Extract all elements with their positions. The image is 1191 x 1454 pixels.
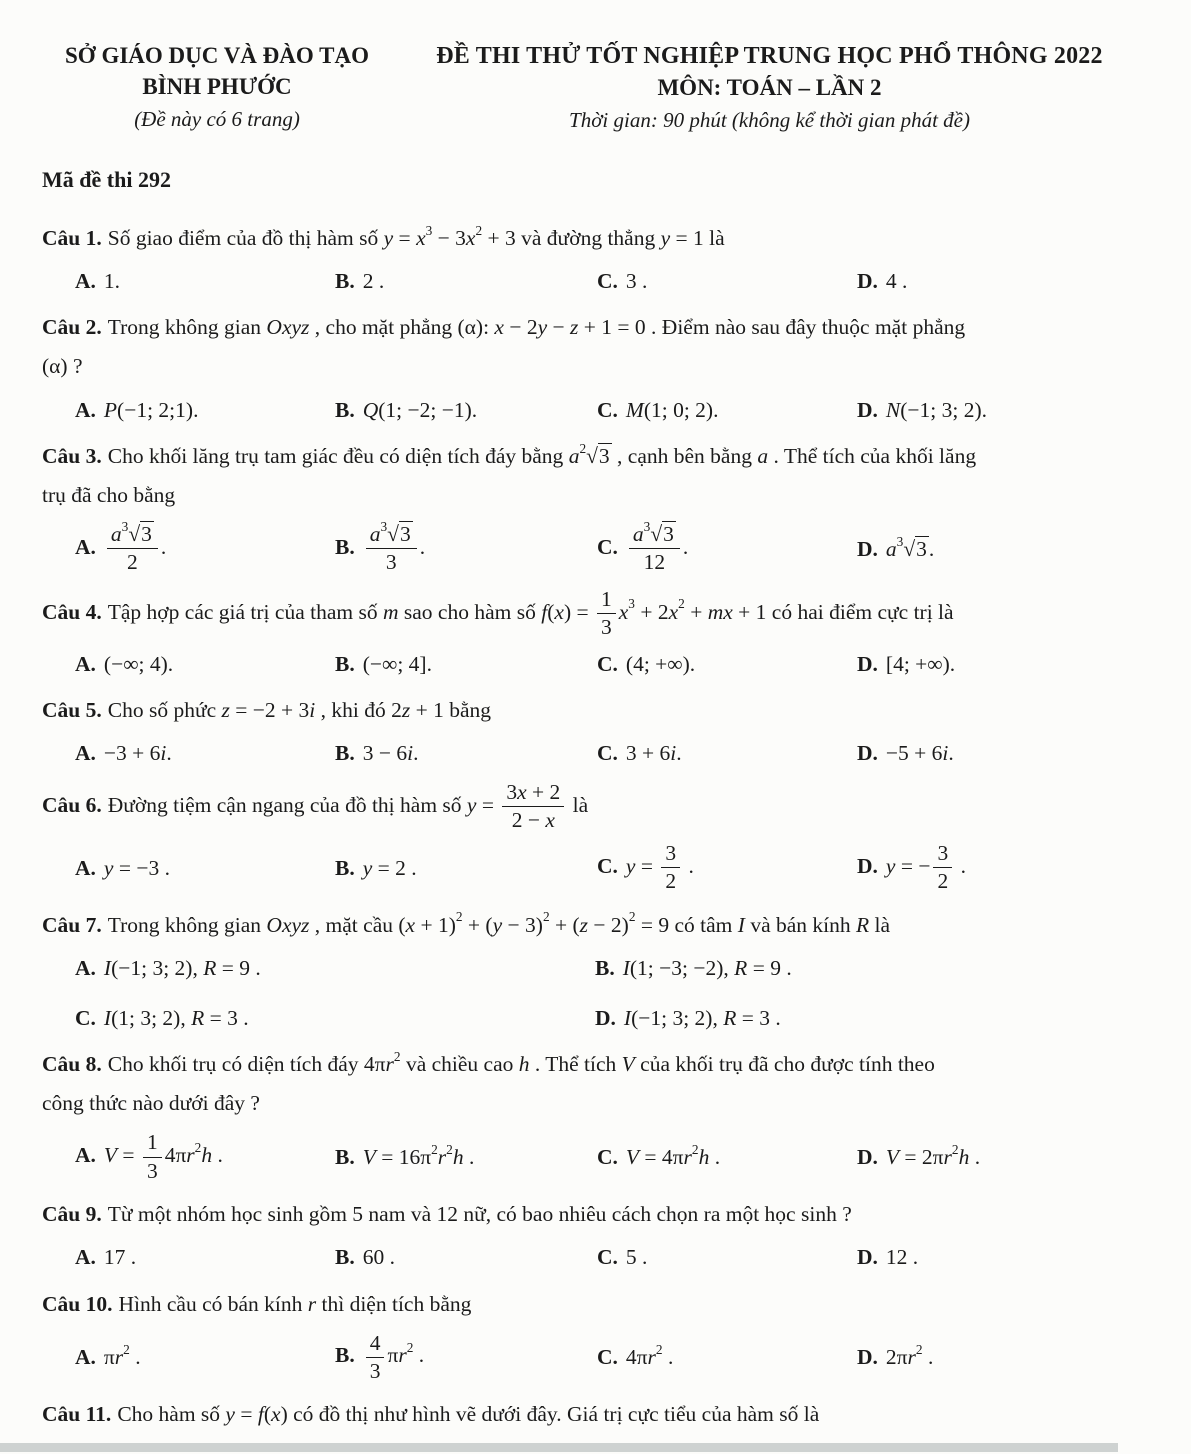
options	[42, 737, 1147, 769]
option-text: $\frac{4}{3}$ $\pi r^2$ .	[363, 1343, 424, 1367]
issuer-block	[42, 40, 392, 136]
question-4	[42, 587, 1147, 680]
option-5-C	[597, 737, 857, 769]
options	[42, 518, 1147, 576]
option-text: Q(1; −2; −1).	[362, 397, 478, 422]
option-key: C.	[597, 1245, 618, 1270]
option-3-C	[597, 518, 857, 576]
question-statement: Trong không gian Oxyz , cho mặt phẳng (α): x − 2y − z + 1 = 0 . Điểm nào sau đây thuộc mặt phẳng (α) ?	[42, 315, 966, 379]
option-key: A.	[75, 955, 96, 980]
question-label: Câu 9.	[42, 1202, 102, 1227]
option-key: B.	[335, 269, 355, 294]
option-3-D	[857, 533, 1147, 565]
option-key: D.	[595, 1005, 616, 1030]
options	[42, 1331, 1147, 1385]
option-1-A	[75, 265, 335, 297]
option-9-A	[75, 1241, 335, 1273]
option-text: $a^3√3$.	[885, 533, 935, 561]
scan-edge-artifact	[0, 1443, 1118, 1452]
question-10	[42, 1285, 1147, 1385]
option-text: −5 + 6i.	[885, 740, 954, 765]
option-text: I(1; −3; −2), R = 9 .	[622, 955, 792, 980]
option-key: B.	[335, 1245, 355, 1270]
question-statement: Trong không gian Oxyz , mặt cầu $(x + 1)^2 + (y - 3)^2 + (z - 2)^2 = 9$ có tâm I và bán kính R là	[107, 909, 891, 937]
question-11	[42, 1395, 1147, 1434]
option-5-D	[857, 737, 1147, 769]
option-key: D.	[857, 269, 878, 294]
option-text: 60 .	[362, 1245, 395, 1270]
option-9-C	[597, 1241, 857, 1273]
question-statement: Hình cầu có bán kính r thì diện tích bằng	[118, 1291, 472, 1316]
option-4-B	[335, 648, 597, 680]
option-key: A.	[75, 1345, 96, 1370]
option-9-D	[857, 1241, 1147, 1273]
issuer-note: (Đề này có 6 trang)	[134, 107, 300, 132]
question-label: Câu 1.	[42, 225, 102, 250]
question-label: Câu 3.	[42, 443, 102, 468]
option-key: D.	[857, 1345, 878, 1370]
option-text: 3 − 6i.	[362, 740, 419, 765]
question-label: Câu 10.	[42, 1291, 113, 1316]
question-text-row	[42, 780, 1147, 834]
option-10-A	[75, 1341, 335, 1373]
option-key: C.	[75, 1005, 96, 1030]
option-key: B.	[335, 1343, 355, 1368]
option-key: D.	[857, 651, 878, 676]
option-key: D.	[857, 397, 878, 422]
option-key: D.	[857, 1245, 878, 1270]
question-statement: Cho khối lăng trụ tam giác đều có diện tích đáy bằng $a^2√3$ , cạnh bên bằng a . Thể tích của khối lăng trụ đã cho bằng	[42, 440, 977, 507]
option-text: $V = 4\pi r^2h$ .	[625, 1142, 721, 1170]
exam-duration: Thời gian: 90 phút (không kể thời gian phát đề)	[569, 108, 970, 133]
options	[42, 1130, 1147, 1184]
option-text: $V = 16\pi^2r^2h$ .	[362, 1142, 475, 1170]
options	[42, 952, 1147, 1035]
option-8-D	[857, 1141, 1147, 1173]
option-key: B.	[595, 955, 615, 980]
question-text-row	[42, 1195, 1147, 1234]
option-text: I(1; 3; 2), R = 3 .	[103, 1005, 249, 1030]
question-statement: Tập hợp các giá trị của tham số m sao cho hàm số f(x) = $\frac{1}{3}$ $x^3 + 2x^2$ + mx + 1 có hai điểm cực trị là	[107, 586, 954, 640]
question-statement: Cho số phức z = −2 + 3i , khi đó 2z + 1 bằng	[107, 697, 492, 722]
option-7-C	[75, 1002, 595, 1034]
option-key: A.	[75, 1143, 96, 1168]
option-text: $\frac{a^3√3}{12}$ .	[626, 535, 688, 559]
option-10-D	[857, 1341, 1147, 1373]
question-label: Câu 8.	[42, 1052, 102, 1077]
question-9	[42, 1195, 1147, 1273]
exam-code: Mã đề thi 292	[42, 166, 171, 192]
question-text-row	[42, 308, 1147, 386]
title-block	[392, 40, 1147, 137]
question-statement: Từ một nhóm học sinh gồm 5 nam và 12 nữ, có bao nhiêu cách chọn ra một học sinh ?	[107, 1202, 852, 1227]
option-text: y = $\frac{3}{2}$ .	[625, 840, 694, 894]
option-key: B.	[335, 855, 355, 880]
exam-title: ĐỀ THI THỬ TỐT NGHIỆP TRUNG HỌC PHỔ THÔNG 2022	[436, 43, 1103, 69]
question-label: Câu 6.	[42, 792, 102, 817]
option-key: A.	[75, 269, 96, 294]
option-key: D.	[857, 536, 878, 561]
option-5-A	[75, 737, 335, 769]
header	[42, 40, 1147, 137]
option-1-C	[597, 265, 857, 297]
option-text: [4; +∞).	[885, 651, 956, 676]
option-key: C.	[597, 853, 618, 878]
option-text: M(1; 0; 2).	[625, 397, 719, 422]
option-key: B.	[335, 1145, 355, 1170]
option-text: y = − $\frac{3}{2}$ .	[885, 840, 966, 894]
option-key: C.	[597, 1345, 618, 1370]
option-text: (4; +∞).	[625, 651, 696, 676]
question-5	[42, 691, 1147, 769]
question-text-row	[42, 906, 1147, 945]
option-6-D	[857, 841, 1147, 895]
question-8	[42, 1045, 1147, 1184]
option-text: 2 .	[362, 269, 385, 294]
option-text: 4 .	[885, 269, 908, 294]
option-4-C	[597, 648, 857, 680]
question-list	[42, 219, 1147, 1435]
question-text-row	[42, 1285, 1147, 1324]
option-7-B	[595, 952, 1147, 984]
option-text: $V = 2\pi r^2h$ .	[885, 1142, 981, 1170]
option-1-D	[857, 265, 1147, 297]
option-text: $2\pi r^2$ .	[885, 1342, 934, 1370]
option-10-C	[597, 1341, 857, 1373]
option-text: 12 .	[885, 1245, 919, 1270]
option-text: (−∞; 4).	[103, 651, 174, 676]
option-text: N(−1; 3; 2).	[885, 397, 988, 422]
option-key: C.	[597, 1145, 618, 1170]
option-key: D.	[857, 853, 878, 878]
option-text: (−∞; 4].	[362, 651, 432, 676]
option-key: C.	[597, 651, 618, 676]
question-2	[42, 308, 1147, 426]
option-8-A	[75, 1130, 335, 1184]
option-key: C.	[597, 534, 618, 559]
option-text: P(−1; 2;1).	[103, 397, 199, 422]
option-8-B	[335, 1141, 597, 1173]
option-key: A.	[75, 534, 96, 559]
option-6-C	[597, 841, 857, 895]
option-1-B	[335, 265, 597, 297]
question-statement: Cho khối trụ có diện tích đáy $4\pi r^2$ và chiều cao h . Thể tích V của khối trụ đã cho được tính theo công thức nào dưới đây ?	[42, 1049, 935, 1116]
option-2-A	[75, 394, 335, 426]
option-text: 1.	[103, 269, 121, 294]
option-4-A	[75, 648, 335, 680]
option-text: −3 + 6i.	[103, 740, 172, 765]
option-2-D	[857, 394, 1147, 426]
option-key: D.	[857, 740, 878, 765]
question-statement: Cho hàm số y = f(x) có đồ thị như hình vẽ dưới đây. Giá trị cực tiểu của hàm số là	[117, 1402, 820, 1427]
option-3-B	[335, 518, 597, 576]
options	[42, 394, 1147, 426]
exam-subject: MÔN: TOÁN – LẦN 2	[657, 75, 882, 101]
option-text: y = −3 .	[103, 855, 170, 880]
options	[42, 265, 1147, 297]
option-text: 17 .	[103, 1245, 137, 1270]
option-6-B	[335, 852, 597, 884]
question-text-row	[42, 219, 1147, 258]
option-key: A.	[75, 651, 96, 676]
option-3-A	[75, 518, 335, 576]
question-statement: Đường tiệm cận ngang của đồ thị hàm số y = $\frac{3x + 2}{2 - x}$ là	[107, 780, 589, 833]
question-1	[42, 219, 1147, 297]
option-key: A.	[75, 855, 96, 880]
question-text-row	[42, 691, 1147, 730]
question-label: Câu 7.	[42, 912, 102, 937]
option-text: y = 2 .	[362, 855, 417, 880]
question-label: Câu 11.	[42, 1402, 112, 1427]
issuer-line2: BÌNH PHƯỚC	[142, 74, 292, 100]
question-3	[42, 437, 1147, 576]
option-text: 5 .	[625, 1245, 648, 1270]
option-9-B	[335, 1241, 597, 1273]
question-label: Câu 2.	[42, 315, 102, 340]
option-text: $\frac{a^3√3}{2}$ .	[104, 535, 166, 559]
option-key: A.	[75, 397, 96, 422]
option-key: A.	[75, 1245, 96, 1270]
option-key: A.	[75, 740, 96, 765]
option-10-B	[335, 1331, 597, 1385]
option-key: B.	[335, 740, 355, 765]
option-key: B.	[335, 397, 355, 422]
option-text: $\frac{a^3√3}{3}$ .	[363, 535, 425, 559]
option-4-D	[857, 648, 1147, 680]
option-key: D.	[857, 1145, 878, 1170]
option-key: B.	[335, 651, 355, 676]
question-label: Câu 5.	[42, 697, 102, 722]
option-key: C.	[597, 740, 618, 765]
option-key: C.	[597, 269, 618, 294]
options	[42, 841, 1147, 895]
option-6-A	[75, 852, 335, 884]
issuer-line1: SỞ GIÁO DỤC VÀ ĐÀO TẠO	[65, 43, 369, 68]
question-text-row	[42, 1045, 1147, 1123]
question-text-row	[42, 1395, 1147, 1434]
option-8-C	[597, 1141, 857, 1173]
question-text-row	[42, 587, 1147, 641]
question-text-row	[42, 437, 1147, 515]
question-label: Câu 4.	[42, 599, 102, 624]
option-5-B	[335, 737, 597, 769]
option-key: B.	[335, 534, 355, 559]
option-text: $\pi r^2$ .	[103, 1342, 141, 1370]
option-2-C	[597, 394, 857, 426]
question-7	[42, 906, 1147, 1035]
option-text: V = $\frac{1}{3}$ $4\pi r^2h$ .	[103, 1130, 223, 1183]
option-7-D	[595, 1002, 1147, 1034]
options	[42, 648, 1147, 680]
option-key: C.	[597, 397, 618, 422]
option-text: 3 + 6i.	[625, 740, 682, 765]
question-statement: Số giao điểm của đồ thị hàm số $y = x^3 - 3x^2 + 3$ và đường thẳng y = 1 là	[107, 222, 725, 250]
option-text: I(−1; 3; 2), R = 3 .	[623, 1005, 781, 1030]
question-6	[42, 780, 1147, 894]
option-text: $4\pi r^2$ .	[625, 1342, 674, 1370]
option-2-B	[335, 394, 597, 426]
options	[42, 1241, 1147, 1273]
option-text: I(−1; 3; 2), R = 9 .	[103, 955, 261, 980]
option-7-A	[75, 952, 595, 984]
option-text: 3 .	[625, 269, 648, 294]
